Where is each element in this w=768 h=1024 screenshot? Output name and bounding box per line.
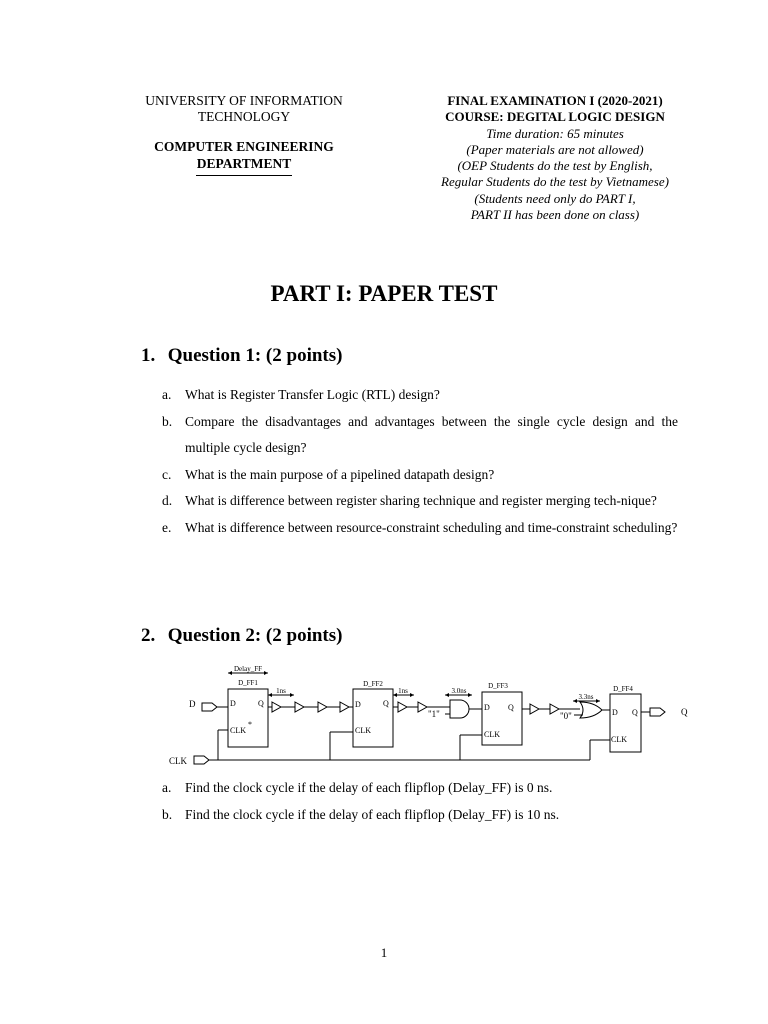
item-text: Find the clock cycle if the delay of each flipflop (Delay_FF) is 0 ns. [185, 780, 553, 795]
course-title: COURSE: DEGITAL LOGIC DESIGN [445, 109, 665, 125]
time-duration: Time duration: 65 minutes [486, 125, 624, 141]
item-text: What is difference between resource-constraint scheduling and time-constraint scheduling? [185, 519, 678, 535]
question-1-number: 1. [141, 345, 156, 366]
delay-1-label: 1ns [276, 687, 286, 695]
question-2-item-b [162, 802, 678, 829]
output-q-label: Q [681, 707, 688, 717]
question-1-item-d [162, 488, 678, 515]
question-2-item-a [162, 775, 678, 802]
ff3-name: D_FF3 [488, 682, 508, 690]
exam-title: FINAL EXAMINATION I (2020-2021) [447, 93, 663, 108]
item-letter: a. [162, 387, 172, 402]
ff1-pin-q: Q [258, 699, 264, 708]
input-clk-port [194, 756, 209, 764]
ff1-name: D_FF1 [238, 679, 258, 687]
header-right [420, 93, 690, 223]
part-title: PART I: PAPER TEST [270, 281, 498, 306]
item-letter: b. [162, 806, 173, 822]
output-q-port [650, 708, 665, 716]
input-d-port [202, 703, 217, 711]
question-2-heading: Question 2: (2 points) [167, 625, 343, 646]
ff2-pin-d: D [355, 700, 361, 709]
ff3-pin-clk: CLK [484, 730, 500, 739]
oep-note-line-2: Regular Students do the test by Vietnamese) [441, 174, 669, 190]
university-name: UNIVERSITY OF INFORMATION TECHNOLOGY [145, 93, 343, 124]
question-1-heading: Question 1: (2 points) [167, 345, 343, 366]
question-1-item-c [162, 462, 678, 489]
const-0-label: "0" [560, 711, 572, 721]
item-letter: d. [162, 493, 173, 508]
ff2-pin-q: Q [383, 699, 389, 708]
flipflop-2 [353, 689, 393, 747]
item-text: What is Register Transfer Logic (RTL) design? [185, 387, 440, 402]
question-2-number: 2. [141, 625, 156, 646]
ff2-pin-clk: CLK [355, 726, 371, 735]
item-letter: e. [162, 519, 172, 535]
ff3-pin-d: D [484, 703, 490, 712]
delay-ff-label: Delay_FF [234, 665, 262, 673]
materials-note: (Paper materials are not allowed) [466, 141, 644, 157]
ff1-pin-clk: CLK [230, 726, 246, 735]
circuit-diagram [160, 660, 700, 772]
const-1-label: "1" [428, 709, 440, 719]
question-1-item-b [162, 409, 678, 462]
delay-2-label: 1ns [398, 687, 408, 695]
question-1-item-e [162, 515, 678, 542]
part-note-line-2: PART II has been done on class) [470, 207, 640, 223]
flipflop-1 [228, 689, 268, 747]
ff1-pin-d: D [230, 699, 236, 708]
ff4-name: D_FF4 [613, 685, 633, 693]
department-underline [196, 175, 292, 176]
item-text: What is difference between register sharing technique and register merging tech-nique? [185, 493, 657, 508]
or-gate [580, 702, 602, 718]
oep-note-line-1: (OEP Students do the test by English, [457, 158, 653, 174]
department-name: COMPUTER ENGINEERING DEPARTMENT [154, 139, 334, 171]
question-1-item-a [162, 382, 678, 409]
header-left [136, 93, 352, 176]
input-clk-label: CLK [169, 756, 187, 766]
item-letter: b. [162, 413, 173, 429]
ff4-pin-q: Q [632, 708, 638, 717]
question-1-title [141, 345, 342, 367]
input-d-label: D [189, 699, 196, 709]
question-2-title [141, 625, 342, 647]
ff4-pin-d: D [612, 708, 618, 717]
item-text: Compare the disadvantages and advantages between the single cycle design and the multiple cycle design? [185, 413, 678, 455]
delay-4-label: 3.3ns [578, 693, 594, 701]
question-2-items [162, 775, 678, 828]
ff4-pin-clk: CLK [611, 735, 627, 744]
item-text: Find the clock cycle if the delay of each flipflop (Delay_FF) is 10 ns. [185, 806, 560, 822]
ff3-pin-q: Q [508, 703, 514, 712]
item-text: What is the main purpose of a pipelined datapath design? [185, 466, 495, 482]
item-letter: c. [162, 466, 172, 482]
and-gate [450, 700, 469, 718]
ff1-asterisk: * [248, 720, 252, 729]
item-letter: a. [162, 780, 172, 795]
delay-3-label: 3.0ns [451, 687, 467, 695]
part-note-line-1: (Students need only do PART I, [474, 190, 636, 206]
ff2-name: D_FF2 [363, 680, 383, 688]
page-number: 1 [380, 945, 388, 960]
question-1-items [162, 382, 678, 541]
